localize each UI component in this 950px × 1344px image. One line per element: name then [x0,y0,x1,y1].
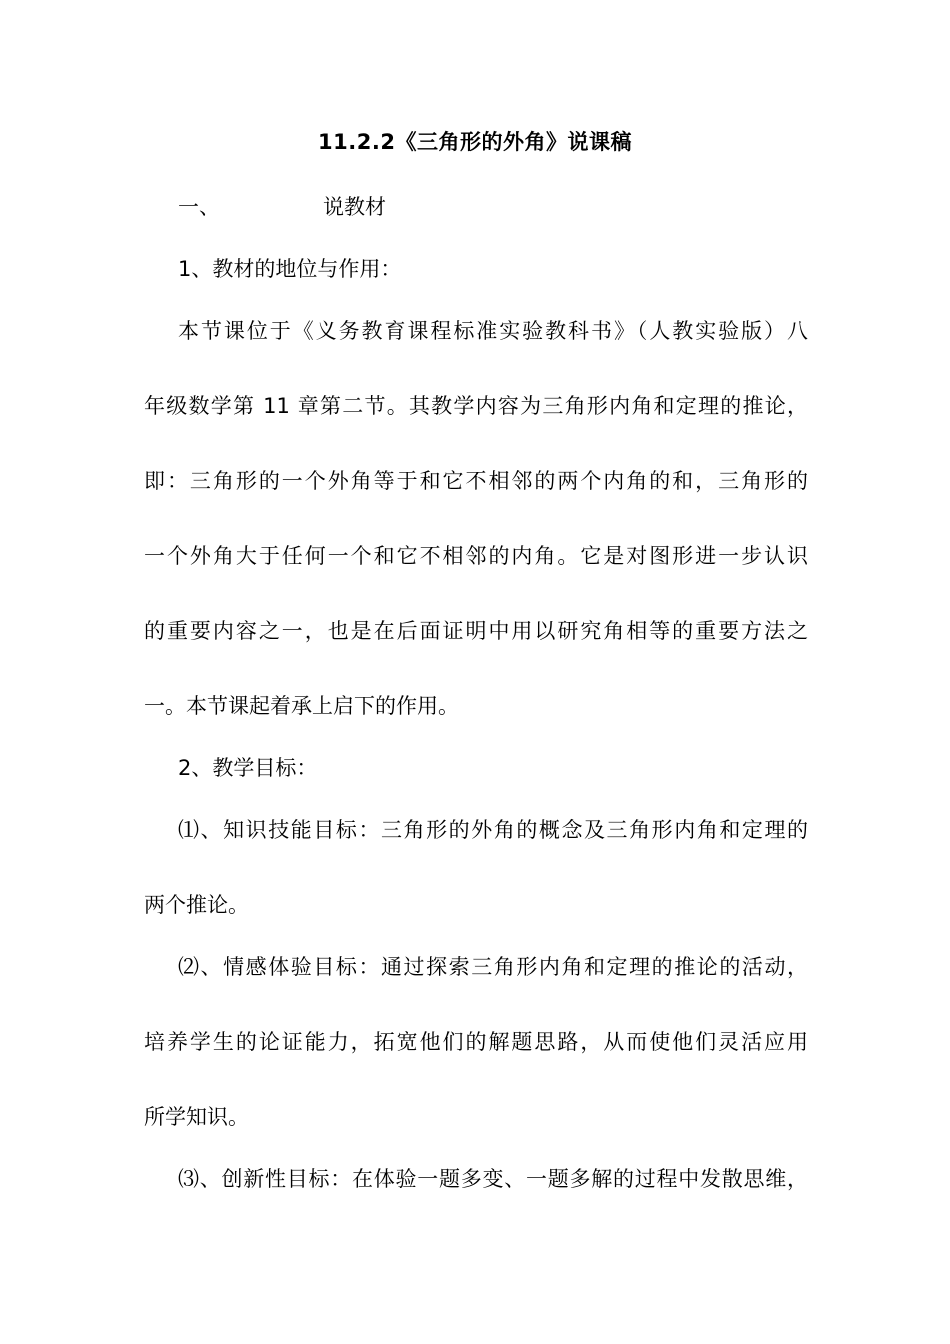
paragraph-line: 年级数学第 11 章第二节。其教学内容为三角形内角和定理的推论， [144,394,808,418]
paragraph-line: 的重要内容之一，也是在后面证明中用以研究角相等的重要方法之 [144,619,808,643]
paragraph-line: 一个外角大于任何一个和它不相邻的内角。它是对图形进一步认识 [144,544,808,568]
goal-line: ⑴、知识技能目标：三角形的外角的概念及三角形内角和定理的 [178,818,808,842]
goal-line: ⑵、情感体验目标：通过探索三角形内角和定理的推论的活动， [178,955,808,979]
section-number: 一、 [178,195,220,219]
subsection-heading-2: 2、教学目标： [178,756,318,780]
goal-line: ⑶、创新性目标：在体验一题多变、一题多解的过程中发散思维， [178,1167,808,1191]
subsection-heading-1: 1、教材的地位与作用： [178,257,402,281]
goal-line: 培养学生的论证能力，拓宽他们的解题思路，从而使他们灵活应用 [144,1030,808,1054]
document-title: 11.2.2《三角形的外角》说课稿 [318,130,632,154]
section-heading: 说教材 [323,195,386,219]
goal-line: 所学知识。 [144,1105,249,1129]
paragraph-line: 即：三角形的一个外角等于和它不相邻的两个内角的和，三角形的 [144,469,808,493]
paragraph-line: 本节课位于《义务教育课程标准实验教科书》（人教实验版）八 [178,319,808,343]
paragraph-line: 一。本节课起着承上启下的作用。 [144,694,459,718]
goal-line: 两个推论。 [144,893,249,917]
